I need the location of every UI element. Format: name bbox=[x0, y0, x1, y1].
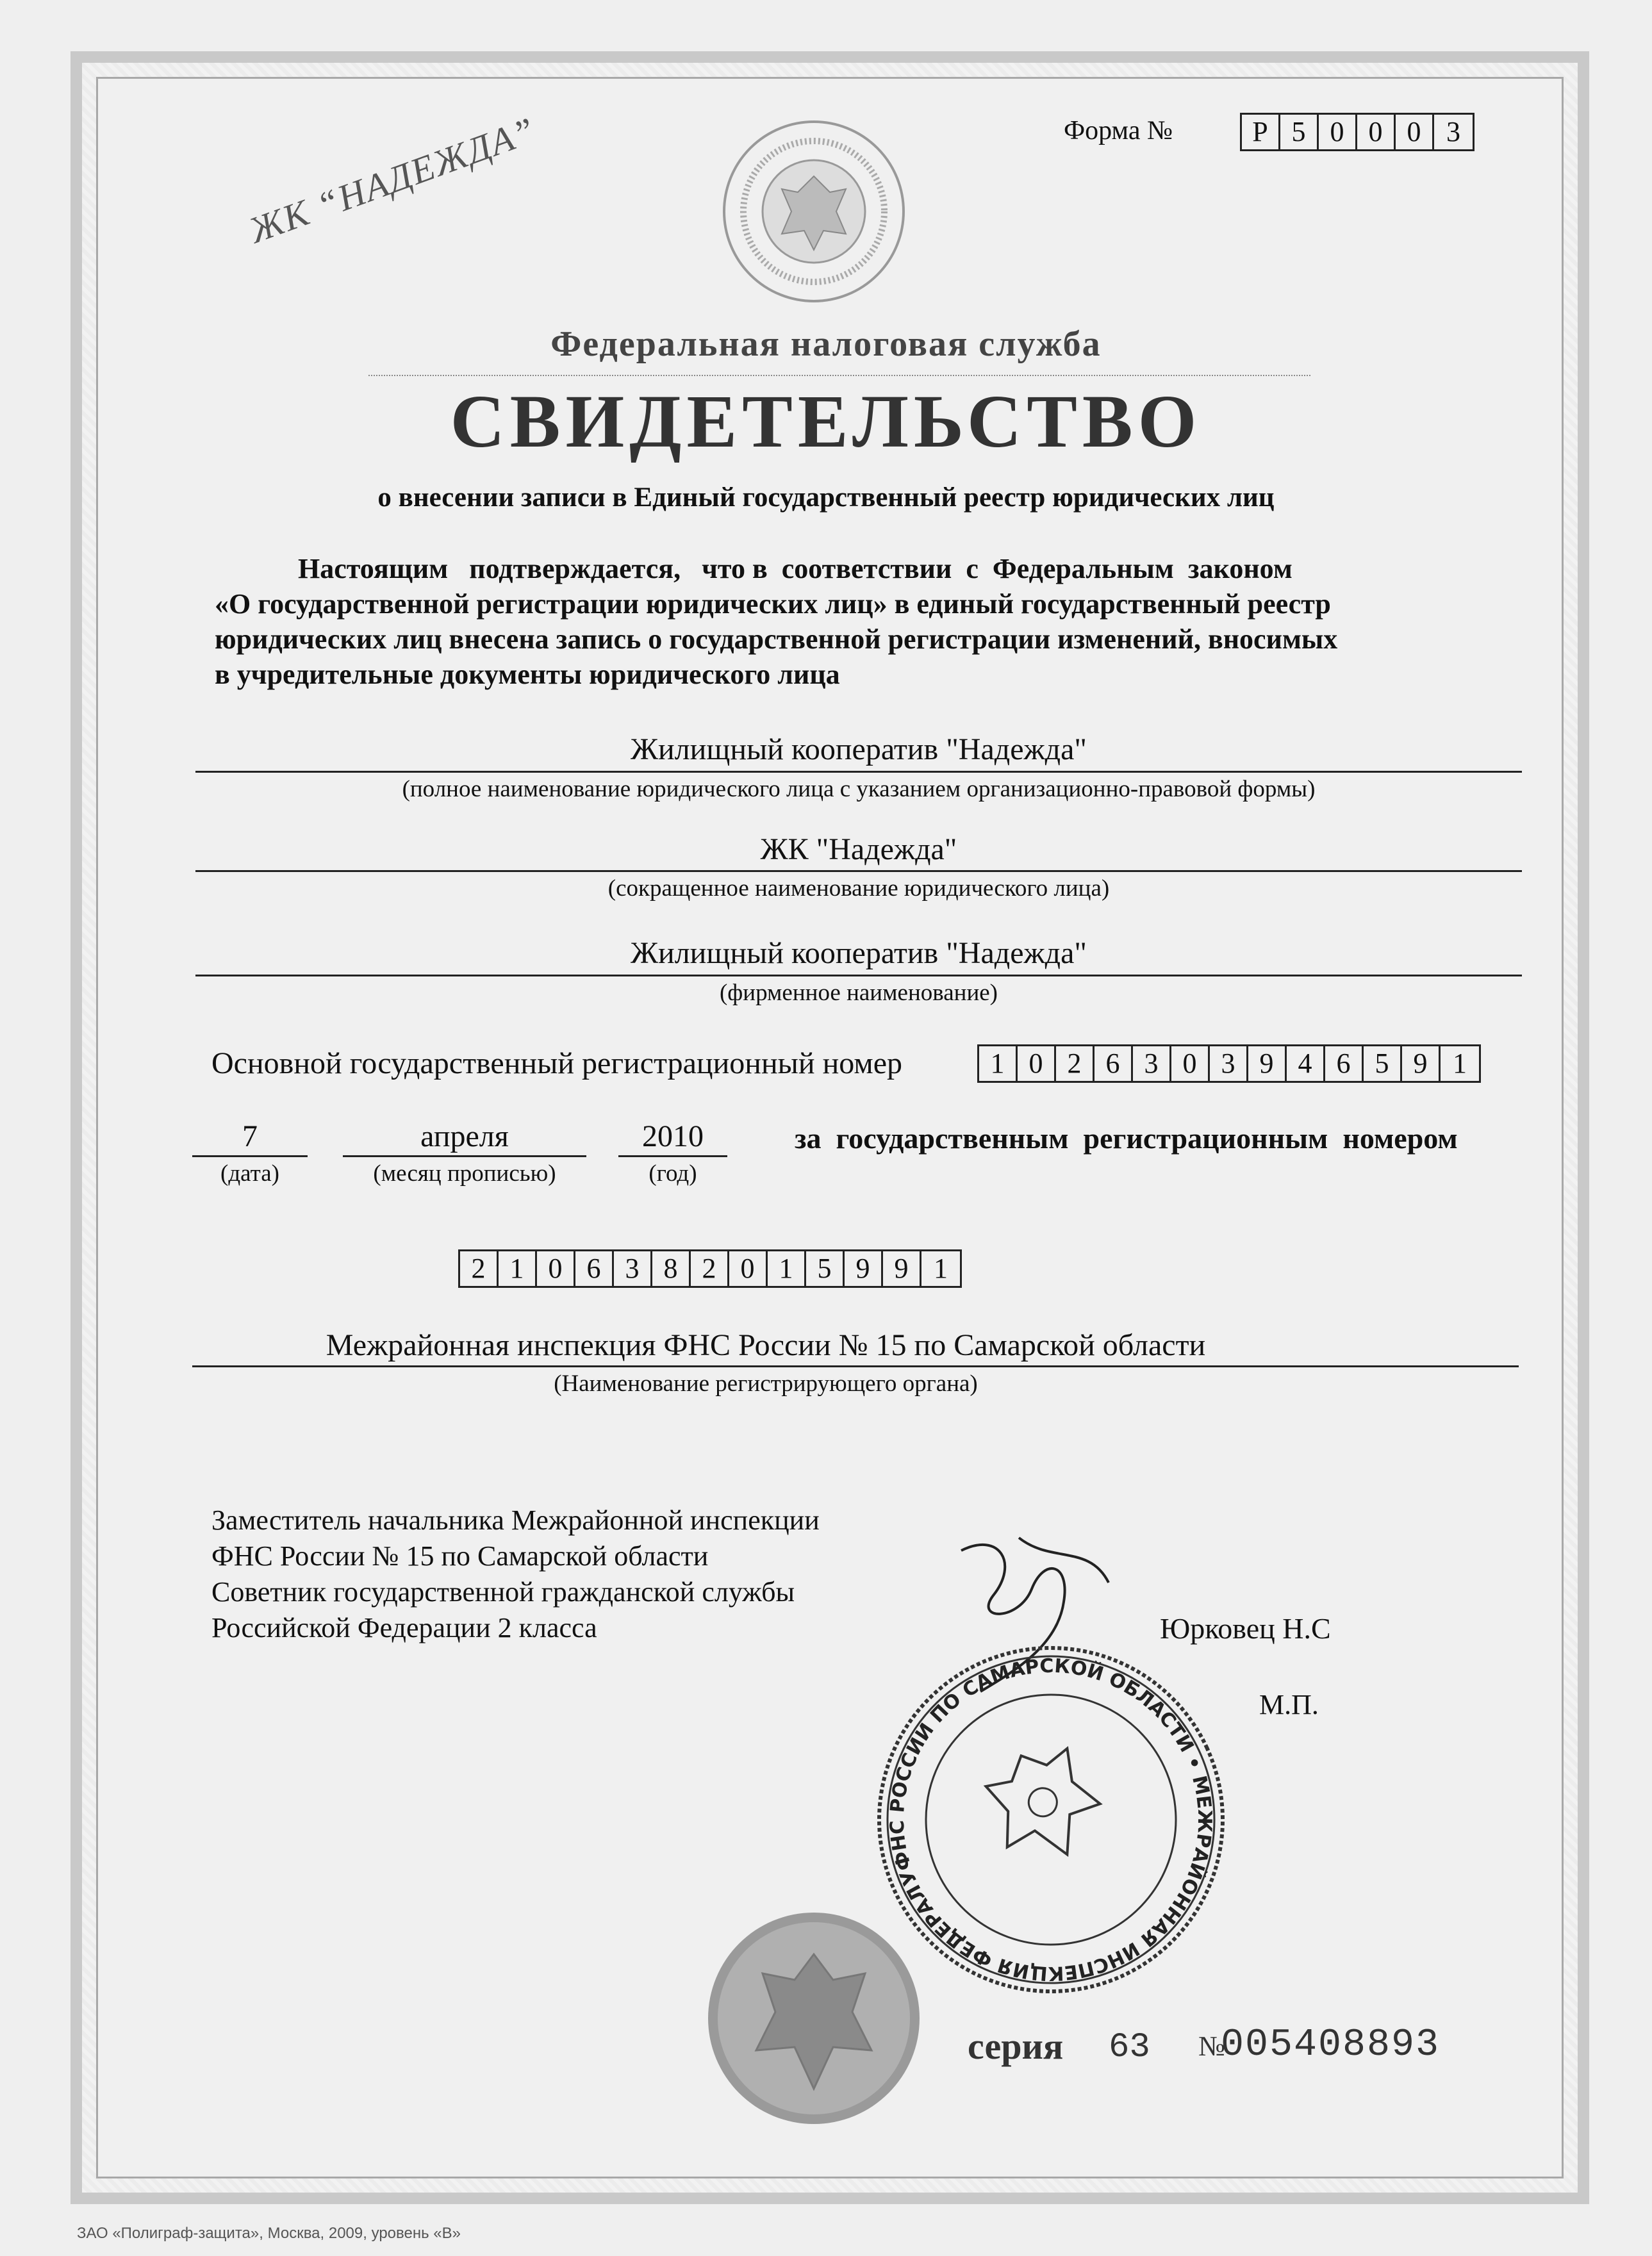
series-label: серия bbox=[968, 2025, 1064, 2067]
grn-digit: 2 bbox=[691, 1251, 729, 1286]
short-name-line bbox=[195, 870, 1522, 872]
grn-digit: 1 bbox=[934, 1253, 948, 1284]
signatory-line: ФНС России № 15 по Самарской области bbox=[211, 1540, 709, 1572]
authority-value: Межрайонная инспекция ФНС России № 15 по Самарской области bbox=[326, 1328, 1206, 1362]
grn-digit: 6 bbox=[575, 1251, 614, 1286]
grn-digit: 1 bbox=[499, 1251, 537, 1286]
authority-caption: (Наименование регистрирующего органа) bbox=[554, 1371, 978, 1397]
form-digit: Р bbox=[1242, 115, 1280, 149]
date-year: 2010 bbox=[642, 1119, 704, 1153]
ogrn-digit: 1 bbox=[979, 1046, 1018, 1081]
grn-digit: 0 bbox=[729, 1251, 768, 1286]
seal-text: УФНС РОССИИ ПО САМАРСКОЙ ОБЛАСТИ • МЕЖРАЙОННАЯ ИНСПЕКЦИЯ ФЕДЕРАЛЬНОЙ bbox=[886, 1654, 1216, 1985]
grn-digit: 0 bbox=[537, 1251, 575, 1286]
series-number: 63 bbox=[1109, 2028, 1150, 2067]
ogrn-digit: 9 bbox=[1248, 1046, 1287, 1081]
full-name-caption: (полное наименование юридического лица с указанием организационно-правовой формы) bbox=[402, 776, 1316, 802]
ogrn-digit: 6 bbox=[1325, 1046, 1364, 1081]
signatory-line: Российской Федерации 2 класса bbox=[211, 1612, 597, 1643]
document-title: СВИДЕТЕЛЬСТВО bbox=[450, 379, 1202, 463]
service-name: Федеральная налоговая служба bbox=[550, 324, 1102, 364]
signatory-name: Юрковец Н.С bbox=[1160, 1612, 1331, 1645]
brand-name-value: Жилищный кооператив "Надежда" bbox=[631, 936, 1087, 970]
grn-digit: 2 bbox=[460, 1251, 499, 1286]
date-year-caption: (год) bbox=[648, 1160, 697, 1187]
date-tail-text: за государственным регистрационным номером bbox=[795, 1122, 1458, 1155]
grn-digit: 1 bbox=[768, 1251, 806, 1286]
fns-emblem bbox=[718, 115, 910, 308]
document-subtitle: о внесении записи в Единый государственный реестр юридических лиц bbox=[377, 482, 1275, 513]
authority-line bbox=[192, 1365, 1519, 1367]
date-day-caption: (дата) bbox=[220, 1160, 279, 1187]
ogrn-digit: 3 bbox=[1133, 1046, 1171, 1081]
date-year-line bbox=[618, 1155, 727, 1157]
ogrn-label: Основной государственный регистрационный номер bbox=[211, 1046, 903, 1080]
full-name-value: Жилищный кооператив "Надежда" bbox=[631, 732, 1087, 766]
intro-line: юридических лиц внесена запись о государственной регистрации изменений, вносимых bbox=[215, 623, 1338, 655]
intro-paragraph bbox=[215, 551, 1516, 692]
brand-name-line bbox=[195, 975, 1522, 976]
ogrn-digit: 9 bbox=[1402, 1046, 1441, 1081]
full-name-line bbox=[195, 771, 1522, 773]
date-month-caption: (месяц прописью) bbox=[373, 1160, 556, 1187]
ogrn-digit: 0 bbox=[1171, 1046, 1210, 1081]
form-digit: 0 bbox=[1396, 115, 1434, 149]
ogrn-digit: 6 bbox=[1094, 1046, 1133, 1081]
grn-digit: 9 bbox=[845, 1251, 883, 1286]
short-name-value: ЖК "Надежда" bbox=[760, 832, 957, 866]
grn-digit: 3 bbox=[614, 1251, 652, 1286]
mp-label: М.П. bbox=[1259, 1689, 1319, 1720]
hologram-emblem bbox=[705, 1909, 923, 2127]
corner-stamp: ЖК “НАДЕЖДА” bbox=[244, 108, 541, 252]
number-label: № bbox=[1198, 2030, 1225, 2062]
ogrn-digit: 2 bbox=[1056, 1046, 1094, 1081]
grn-digit: 9 bbox=[883, 1251, 921, 1286]
grn-digit: 8 bbox=[652, 1251, 691, 1286]
form-number-boxes bbox=[1240, 113, 1474, 151]
form-digit: 0 bbox=[1357, 115, 1396, 149]
certificate-number: 005408893 bbox=[1221, 2023, 1441, 2067]
form-label: Форма № bbox=[1064, 116, 1173, 145]
intro-line: в учредительные документы юридического лица bbox=[215, 659, 840, 690]
intro-line: «О государственной регистрации юридических лиц» в единый государственный реестр bbox=[215, 588, 1331, 620]
ogrn-digit: 0 bbox=[1018, 1046, 1056, 1081]
form-digit: 5 bbox=[1280, 115, 1319, 149]
date-month-line bbox=[343, 1155, 586, 1157]
short-name-caption: (сокращенное наименование юридического лица) bbox=[607, 875, 1110, 902]
ogrn-digit: 4 bbox=[1287, 1046, 1325, 1081]
signatory-line: Заместитель начальника Межрайонной инспекции bbox=[211, 1504, 820, 1536]
ogrn-boxes bbox=[977, 1044, 1481, 1083]
ogrn-digit: 3 bbox=[1210, 1046, 1248, 1081]
form-digit: 0 bbox=[1319, 115, 1357, 149]
grn-boxes bbox=[458, 1249, 962, 1288]
date-day: 7 bbox=[242, 1119, 258, 1153]
printer-line: ЗАО «Полиграф-защита», Москва, 2009, уровень «В» bbox=[77, 2225, 461, 2242]
grn-digit: 5 bbox=[806, 1251, 845, 1286]
brand-name-caption: (фирменное наименование) bbox=[719, 980, 998, 1006]
date-month: апреля bbox=[420, 1119, 509, 1153]
ogrn-digit: 1 bbox=[1453, 1048, 1467, 1079]
form-digit: 3 bbox=[1446, 116, 1460, 147]
ogrn-digit: 5 bbox=[1364, 1046, 1402, 1081]
header-divider bbox=[368, 375, 1310, 376]
signatory-block bbox=[211, 1503, 820, 1646]
date-day-line bbox=[192, 1155, 308, 1157]
signatory-line: Советник государственной гражданской службы bbox=[211, 1576, 795, 1608]
intro-line: Настоящим подтверждается, что в соответствии с Федеральным законом bbox=[298, 553, 1293, 584]
official-seal bbox=[871, 1640, 1230, 1999]
